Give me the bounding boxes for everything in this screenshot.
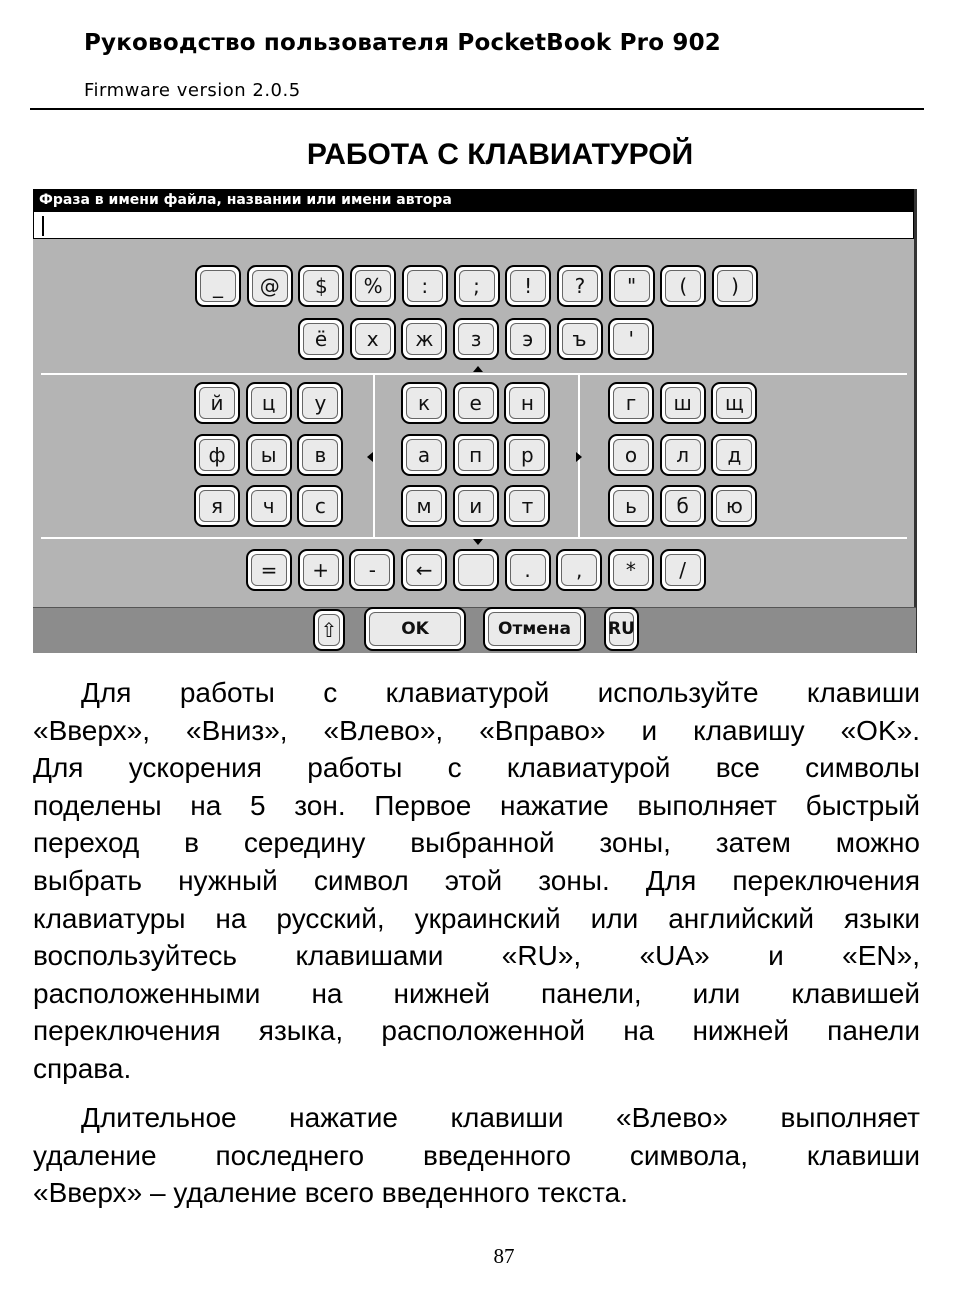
key-label: д bbox=[727, 442, 742, 467]
header-rule bbox=[30, 108, 924, 110]
key-label: э bbox=[522, 327, 534, 351]
cancel-button[interactable] bbox=[483, 607, 586, 651]
key-letter[interactable] bbox=[297, 434, 343, 476]
key-symbol[interactable] bbox=[608, 549, 654, 591]
key-label: RU bbox=[608, 619, 635, 639]
key-letter[interactable] bbox=[194, 485, 240, 527]
key-label: ы bbox=[260, 442, 277, 467]
text-line: Для ускорения работы с клавиатурой все символы bbox=[33, 752, 920, 784]
key-letter[interactable] bbox=[453, 382, 499, 424]
zone-divider-left bbox=[373, 375, 375, 537]
key-letter[interactable] bbox=[194, 382, 240, 424]
page-number: 87 bbox=[493, 1244, 515, 1268]
key-label: ж bbox=[415, 327, 434, 351]
key-label: + bbox=[312, 558, 330, 582]
key-label: с bbox=[314, 494, 326, 518]
key-label: з bbox=[470, 327, 482, 351]
text-line: «Вверх» – удаление всего введенного текста. bbox=[33, 1177, 629, 1209]
key-label bbox=[455, 551, 497, 589]
key-label: . bbox=[524, 558, 531, 582]
left-arrow-icon: ← bbox=[415, 558, 433, 582]
key-label: м bbox=[416, 494, 432, 518]
text-line: Для работы с клавиатурой используйте клавиши bbox=[81, 677, 920, 708]
shift-button[interactable] bbox=[313, 609, 345, 651]
screenshot-edge bbox=[914, 189, 917, 653]
key-symbol[interactable] bbox=[247, 265, 293, 307]
key-label: ь bbox=[625, 494, 637, 518]
text-line: расположенными на нижней панели, или клавишей bbox=[33, 977, 920, 1009]
document-header-title: Руководство пользователя PocketBook Pro 902 bbox=[84, 30, 722, 56]
key-letter[interactable] bbox=[350, 318, 396, 360]
key-symbol[interactable] bbox=[505, 549, 551, 591]
key-symbol[interactable] bbox=[712, 265, 758, 307]
key-letter[interactable] bbox=[194, 434, 240, 476]
keyboard-screenshot bbox=[33, 189, 916, 653]
key-symbol[interactable] bbox=[609, 265, 655, 307]
key-label: ) bbox=[731, 274, 739, 298]
key-label: т bbox=[521, 494, 534, 518]
key-letter[interactable] bbox=[401, 485, 447, 527]
key-letter[interactable] bbox=[453, 434, 499, 476]
ok-button[interactable] bbox=[364, 607, 466, 651]
key-symbol[interactable] bbox=[660, 549, 706, 591]
text-line: удаление последнего введенного символа, клавиши bbox=[33, 1139, 920, 1171]
key-label: _ bbox=[213, 274, 223, 298]
up-arrow-icon: ⇧ bbox=[320, 618, 338, 642]
key-letter[interactable] bbox=[453, 318, 499, 360]
key-letter[interactable] bbox=[711, 485, 757, 527]
key-letter[interactable] bbox=[504, 382, 550, 424]
key-label: н bbox=[520, 391, 534, 415]
key-label: Отмена bbox=[498, 619, 571, 639]
key-letter[interactable] bbox=[297, 485, 343, 527]
key-label: ш bbox=[673, 391, 692, 415]
text-line: воспользуйтесь клавишами «RU», «UA» и «EN», bbox=[33, 940, 920, 972]
text-line: выбрать нужный символ этой зоны. Для переключения bbox=[33, 864, 920, 896]
key-letter[interactable] bbox=[246, 434, 292, 476]
key-label: @ bbox=[259, 274, 280, 298]
key-label: ( bbox=[679, 274, 688, 298]
key-label: ц bbox=[261, 391, 276, 415]
key-label: ё bbox=[314, 327, 328, 351]
backspace-key[interactable] bbox=[401, 549, 447, 591]
key-letter[interactable] bbox=[504, 485, 550, 527]
key-letter[interactable] bbox=[401, 382, 447, 424]
zone-down-arrow-icon bbox=[473, 539, 483, 545]
key-label: и bbox=[469, 494, 483, 518]
key-letter[interactable] bbox=[557, 318, 603, 360]
key-letter[interactable] bbox=[711, 382, 757, 424]
key-letter[interactable] bbox=[505, 318, 551, 360]
text-line: клавиатуры на русский, украинский или английский языки bbox=[33, 902, 920, 934]
text-line: переключения языка, расположенной на нижней панели bbox=[33, 1015, 920, 1047]
key-label: р bbox=[521, 442, 534, 467]
language-ru-button[interactable] bbox=[604, 607, 639, 651]
key-symbol[interactable] bbox=[505, 265, 551, 307]
key-label: е bbox=[469, 391, 482, 415]
key-label: OK bbox=[401, 619, 429, 639]
text-line: «Вверх», «Вниз», «Влево», «Вправо» и клавишу «OK». bbox=[33, 714, 920, 746]
key-label: ! bbox=[524, 274, 533, 298]
space-key[interactable] bbox=[453, 549, 499, 591]
key-label: = bbox=[260, 558, 278, 582]
key-label: $ bbox=[315, 274, 328, 298]
key-label: ; bbox=[473, 274, 480, 298]
key-label: о bbox=[624, 442, 638, 467]
key-label: л bbox=[676, 442, 690, 467]
key-label: я bbox=[210, 494, 224, 518]
key-label: щ bbox=[724, 391, 744, 415]
key-symbol[interactable] bbox=[557, 265, 603, 307]
text-caret bbox=[42, 216, 44, 236]
zone-right-arrow-icon bbox=[576, 452, 582, 462]
key-letter[interactable] bbox=[608, 318, 654, 360]
key-letter[interactable] bbox=[453, 485, 499, 527]
key-symbol[interactable] bbox=[246, 549, 292, 591]
key-label: " bbox=[626, 274, 637, 298]
key-letter[interactable] bbox=[608, 382, 654, 424]
text-line: переход в середину выбранной зоны, затем можно bbox=[33, 827, 920, 859]
key-label: % bbox=[363, 274, 383, 298]
key-symbol[interactable] bbox=[402, 265, 448, 307]
key-letter[interactable] bbox=[504, 434, 550, 476]
key-symbol[interactable] bbox=[195, 265, 241, 307]
key-label: ф bbox=[208, 442, 226, 467]
key-letter[interactable] bbox=[660, 382, 706, 424]
key-label: ю bbox=[725, 494, 743, 518]
key-label: / bbox=[679, 558, 686, 582]
key-symbol[interactable] bbox=[556, 549, 602, 591]
key-label: а bbox=[417, 442, 431, 467]
key-letter[interactable] bbox=[298, 318, 344, 360]
key-symbol[interactable] bbox=[298, 265, 344, 307]
paragraph-1 bbox=[33, 674, 920, 1088]
key-label: к bbox=[417, 391, 431, 415]
key-label: б bbox=[676, 494, 689, 518]
paragraph-2 bbox=[33, 1099, 920, 1212]
search-input[interactable] bbox=[33, 211, 914, 239]
section-title: РАБОТА С КЛАВИАТУРОЙ bbox=[306, 138, 694, 171]
key-letter[interactable] bbox=[608, 485, 654, 527]
key-label: : bbox=[421, 274, 429, 298]
key-symbol[interactable] bbox=[350, 265, 396, 307]
text-line: справа. bbox=[33, 1052, 132, 1084]
key-letter[interactable] bbox=[246, 382, 292, 424]
bottom-panel bbox=[33, 607, 916, 653]
key-letter[interactable] bbox=[401, 434, 447, 476]
key-letter[interactable] bbox=[608, 434, 654, 476]
key-label: * bbox=[625, 558, 636, 582]
key-letter[interactable] bbox=[660, 434, 706, 476]
text-line: поделены на 5 зон. Первое нажатие выполняет быстрый bbox=[33, 789, 920, 821]
key-label: ' bbox=[628, 327, 634, 351]
key-label: п bbox=[469, 442, 483, 467]
key-symbol[interactable] bbox=[349, 549, 395, 591]
key-label: ? bbox=[574, 274, 586, 298]
key-letter[interactable] bbox=[711, 434, 757, 476]
key-letter[interactable] bbox=[401, 318, 447, 360]
key-symbol[interactable] bbox=[660, 265, 706, 307]
key-letter[interactable] bbox=[246, 485, 292, 527]
key-label: й bbox=[210, 391, 224, 415]
key-letter[interactable] bbox=[297, 382, 343, 424]
key-label: х bbox=[366, 327, 379, 351]
key-label: ч bbox=[262, 494, 275, 518]
key-symbol[interactable] bbox=[298, 549, 344, 591]
key-label: , bbox=[576, 558, 583, 582]
key-label: ъ bbox=[572, 327, 587, 351]
key-symbol[interactable] bbox=[454, 265, 500, 307]
key-label: у bbox=[314, 391, 327, 415]
key-letter[interactable] bbox=[660, 485, 706, 527]
firmware-version: Firmware version 2.0.5 bbox=[84, 80, 301, 101]
text-line: Длительное нажатие клавиши «Влево» выполняет bbox=[81, 1102, 920, 1133]
key-label: - bbox=[368, 558, 376, 582]
zone-divider-top bbox=[41, 373, 907, 375]
zone-left-arrow-icon bbox=[367, 452, 373, 462]
zone-up-arrow-icon bbox=[473, 366, 483, 372]
key-label: в bbox=[314, 442, 327, 467]
search-prompt-bar: Фраза в имени файла, названии или имени автора bbox=[33, 189, 916, 211]
key-label: г bbox=[625, 391, 637, 415]
